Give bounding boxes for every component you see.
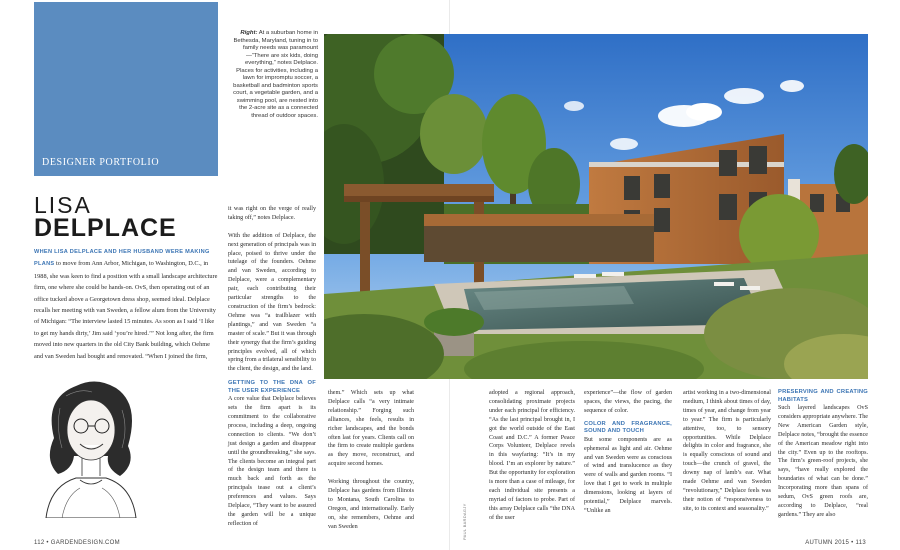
right-column-1 [328,389,414,532]
right-col4-text: artist working in a two-dimensional medium, I think about times of day, times of year, and change from year to year.” The firm is particularly attentive, too, to sensory opportunities. While Delplace delights in color and fragrance, she is equally conscious of sound and touch—the crunch of gravel, the downy nap of lamb’s ear. What made Oehme and van Sweden “revolutionary,” Delplace feels was their notion of “responsiveness to site, to its context and seasonality.” [683,390,771,512]
right-col3-top: experience”—the flow of garden spaces, the views, the pacing, the sequence of color. [584,390,672,414]
right-column-3 [584,389,672,516]
right-column-4 [683,389,771,514]
right-column-5 [778,389,868,520]
right-col1-text: them.” Which sets up what Delplace calls “a very intimate relationship.” Forging such alliances, she feels, results in richer landscapes, and the bonds often last for years. Clients call on the firm to create multiple gardens as they move, reconstruct, and acquire second homes. Working throughout the country, Delplace has gardens from Illinois to Montana, South Carolina to Oregon, and internationally. Early on, she remembers, Oehme and van Sweden [328,390,414,530]
section-tag: DESIGNER PORTFOLIO [42,157,160,168]
caption-body: At a suburban home in Bethesda, Maryland, tuning in to family needs was paramount—“There are six kids, doing everything,” notes Delplace. Places for activities, including a lawn for impromptu soccer, a basketball and badminton sports court, a vegetable garden, and a swimming pool, are nested into the 2-acre site as a connected thread of outdoor spaces. [233,30,318,119]
photo-caption [228,30,318,120]
intro-lead-in: WHEN LISA DELPLACE AND HER HUSBAND WERE MAKING PLANS [34,249,210,268]
right-col3-body: But some components are as ephemeral as light and air. Oehme and van Sweden were as conscious of wind and translucence as they were of walls and garden rooms. “I love that I get to work in multiple dimensions, looking at layers of potential,” Delplace marvels. “Unlike an [584,436,672,514]
right-column-2 [489,389,575,523]
photo-credit: PAUL BARDAGJY [462,503,467,540]
col2-subhead: GETTING TO THE DNA OF THE USER EXPERIENCE [228,380,316,394]
garden-photo [324,34,868,379]
right-col5-subhead: PRESERVING AND CREATING HABITATS [778,389,868,403]
right-col5-body: Such layered landscapes OvS considers appropriate anywhere. The New American Garden style, Delplace notes, “brought the essence of the American meadow right into the city.” Even up to the rooftops. The firm’s green-roof projects, she says, “have really explored the boundaries of what can be done.” Incorporating more than spans of sedum, OvS green roofs are, according to Delplace, “real gardens.” They are also [778,405,868,518]
intro-paragraph [34,246,220,362]
intro-body: to move from Ann Arbor, Michigan, to Washington, D.C., in 1988, she was keen to find a position with a small landscape architecture firm, one where she could be hands-on. OvS, then operating out of an office tucked above a Georgetown dress shop, seemed ideal. Delplace recalls her meeting with van Sweden, a fellow alum from the University of Michigan: “The interview lasted 15 minutes. As soon as I said ‘I like to get my hands dirty,’ Jim said ‘you’re hired.’” Not long after, the firm moved into new quarters in the old City Bank building, which Oehme and van Sweden had bought and renovated. “When I joined the firm, [34,260,218,360]
header-color-block [34,2,218,176]
caption-lead: Right: [240,30,258,36]
designer-portrait-illustration [36,368,146,518]
col2-body-text: A core value that Delplace believes sets the firm apart is its commitment to the collaborative process, including a deep, ongoing connection to clients. “We don’t just design a garden and disappear until the groundbreaking,” she says. The clients become an integral part of the design team and there is much back and forth as the principals tease out a client’s preferences and values. Says Delplace, “They want to be assured the garden will be a unique reflection of [228,396,316,527]
left-folio: 112 • GARDENDESIGN.COM [34,540,120,546]
designer-first-name: LISA [34,192,92,218]
left-column-2 [228,205,316,529]
right-col2-text: adopted a regional approach, consolidating proximate projects under each principal for efficiency. “As the last principal brought in, I got the world outside of the East Coast and D.C.” A former Peace Corps Volunteer, Delplace revels in this wayfaring: “It’s in my blood. I’m an explorer by nature.” But the opportunity for exploration is more than a case of mileage, for each individual site presents a myriad of factors to probe. Part of this array Delplace calls “the DNA of the user [489,390,575,521]
right-col3-subhead: COLOR AND FRAGRANCE, SOUND AND TOUCH [584,420,672,435]
right-folio: AUTUMN 2015 • 113 [805,540,866,546]
col2-top-text: it was right on the verge of really taking off,” notes Delplace. With the addition of Delplace, the next generation of principals was in place, poised to thrive under the tutelage of the founders. Oehme and van Sweden, according to Delplace, were a complementary pair, each contributing their particular strengths to the construction of the firm’s bedrock: Oehme was “a trailblazer with plantings,” and van Sweden “a master of scale.” But it was through their synergy that the firm’s guiding principles evolved, all of which spring from a trilateral sensibility to the client, the design, and the land. [228,206,316,373]
designer-last-name: DELPLACE [34,214,177,242]
